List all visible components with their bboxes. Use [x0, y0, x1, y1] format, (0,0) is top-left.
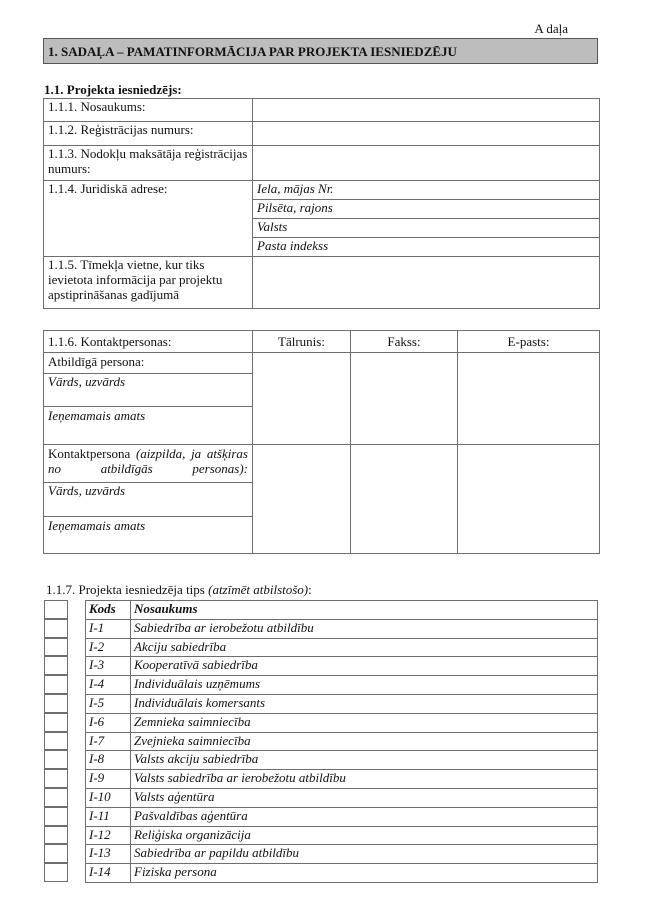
type-row	[86, 807, 598, 826]
type-name: Zvejnieka saimniecība	[131, 732, 598, 751]
type-name: Individuālais uzņēmums	[131, 676, 598, 695]
type-title-note: (atzīmēt atbilstošo)	[208, 582, 309, 597]
email-header: E-pasts:	[458, 331, 600, 353]
type-row	[86, 619, 598, 638]
responsible-person-label: Atbildīgā persona:	[48, 354, 145, 369]
type-checkbox[interactable]	[44, 750, 68, 769]
contacts-header: 1.1.6. Kontaktpersonas:	[44, 331, 253, 353]
phone-header: Tālrunis:	[253, 331, 351, 353]
type-checkbox[interactable]	[44, 619, 68, 638]
website-field[interactable]	[253, 257, 600, 309]
type-name: Individuālais komersants	[131, 694, 598, 713]
type-checkbox[interactable]	[44, 656, 68, 675]
fax-header: Fakss:	[351, 331, 458, 353]
contact-person-cell	[44, 445, 253, 554]
type-checkbox-column	[44, 600, 68, 882]
type-checkbox[interactable]	[44, 675, 68, 694]
responsible-name-field[interactable]: Vārds, uzvārds	[44, 373, 252, 407]
applicant-type-title	[46, 582, 312, 598]
responsible-fax-field[interactable]	[351, 353, 458, 445]
type-row	[86, 751, 598, 770]
type-code: I-12	[86, 826, 131, 845]
type-checkbox[interactable]	[44, 732, 68, 751]
contact-fax-field[interactable]	[351, 445, 458, 554]
type-title-text: 1.1.7. Projekta iesniedzēja tips	[46, 582, 205, 597]
type-code: I-11	[86, 807, 131, 826]
country-field[interactable]: Valsts	[253, 219, 600, 238]
contact-name-field[interactable]: Vārds, uzvārds	[44, 482, 252, 517]
type-checkbox[interactable]	[44, 694, 68, 713]
responsible-position-field[interactable]: Ieņemamais amats	[48, 408, 146, 423]
type-name: Reliģiska organizācija	[131, 826, 598, 845]
contact-person-text: Kontaktpersona	[48, 446, 131, 461]
tax-number-field[interactable]	[253, 146, 600, 181]
applicant-info-table	[43, 98, 600, 309]
type-row	[86, 713, 598, 732]
type-checkbox[interactable]	[44, 788, 68, 807]
contacts-table	[43, 330, 600, 554]
type-code: I-8	[86, 751, 131, 770]
type-checkbox[interactable]	[44, 863, 68, 882]
type-name: Fiziska persona	[131, 864, 598, 883]
type-name: Sabiedrība ar ierobežotu atbildību	[131, 619, 598, 638]
type-row	[86, 657, 598, 676]
type-code: I-9	[86, 770, 131, 789]
website-label: 1.1.5. Tīmekļa vietne, kur tiks ievietota informācija par projektu apstiprināšanas gadījumā	[44, 257, 253, 309]
type-checkbox[interactable]	[44, 638, 68, 657]
type-code: I-10	[86, 788, 131, 807]
type-code: I-14	[86, 864, 131, 883]
name-field[interactable]	[253, 99, 600, 122]
responsible-email-field[interactable]	[458, 353, 600, 445]
type-title-colon: :	[308, 582, 312, 597]
type-row	[86, 864, 598, 883]
type-row	[86, 732, 598, 751]
type-row	[86, 694, 598, 713]
type-checkbox[interactable]	[44, 769, 68, 788]
type-row	[86, 845, 598, 864]
contact-position-field[interactable]: Ieņemamais amats	[48, 518, 146, 533]
subsection-title: 1.1. Projekta iesniedzējs:	[44, 82, 182, 97]
type-row	[86, 788, 598, 807]
reg-number-field[interactable]	[253, 122, 600, 146]
responsible-person-cell	[44, 353, 253, 445]
type-code: I-13	[86, 845, 131, 864]
type-name: Akciju sabiedrība	[131, 638, 598, 657]
responsible-phone-field[interactable]	[253, 353, 351, 445]
code-header: Kods	[86, 601, 131, 620]
address-label: 1.1.4. Juridiskā adrese:	[44, 181, 253, 257]
type-row	[86, 638, 598, 657]
name-header: Nosaukums	[131, 601, 598, 620]
type-code: I-4	[86, 676, 131, 695]
section-title: 1. SADAĻA – PAMATINFORMĀCIJA PAR PROJEKTA IESNIEDZĒJU	[43, 38, 598, 64]
type-code: I-7	[86, 732, 131, 751]
postal-code-field[interactable]: Pasta indekss	[253, 238, 600, 257]
type-name: Pašvaldības aģentūra	[131, 807, 598, 826]
type-name: Sabiedrība ar papildu atbildību	[131, 845, 598, 864]
part-label: A daļa	[534, 21, 568, 36]
type-code: I-5	[86, 694, 131, 713]
contact-email-field[interactable]	[458, 445, 600, 554]
type-checkbox[interactable]	[44, 826, 68, 845]
type-checkbox[interactable]	[44, 844, 68, 863]
city-field[interactable]: Pilsēta, rajons	[253, 200, 600, 219]
applicant-type-table	[85, 600, 598, 883]
type-name: Zemnieka saimniecība	[131, 713, 598, 732]
type-checkbox[interactable]	[44, 807, 68, 826]
name-label: 1.1.1. Nosaukums:	[44, 99, 253, 122]
type-row	[86, 770, 598, 789]
type-name: Valsts akciju sabiedrība	[131, 751, 598, 770]
contact-person-note: (aizpilda, ja atšķiras no atbildīgās personas):	[48, 446, 248, 476]
type-row	[86, 676, 598, 695]
type-name: Kooperatīvā sabiedrība	[131, 657, 598, 676]
tax-number-label: 1.1.3. Nodokļu maksātāja reģistrācijas numurs:	[44, 146, 253, 181]
type-name: Valsts aģentūra	[131, 788, 598, 807]
type-name: Valsts sabiedrība ar ierobežotu atbildību	[131, 770, 598, 789]
contact-phone-field[interactable]	[253, 445, 351, 554]
type-code: I-3	[86, 657, 131, 676]
street-field[interactable]: Iela, mājas Nr.	[253, 181, 600, 200]
type-checkbox-header	[44, 600, 68, 619]
type-code: I-2	[86, 638, 131, 657]
type-code: I-1	[86, 619, 131, 638]
type-code: I-6	[86, 713, 131, 732]
type-row	[86, 826, 598, 845]
contact-person-label	[44, 445, 252, 482]
type-checkbox[interactable]	[44, 713, 68, 732]
reg-number-label: 1.1.2. Reģistrācijas numurs:	[44, 122, 253, 146]
